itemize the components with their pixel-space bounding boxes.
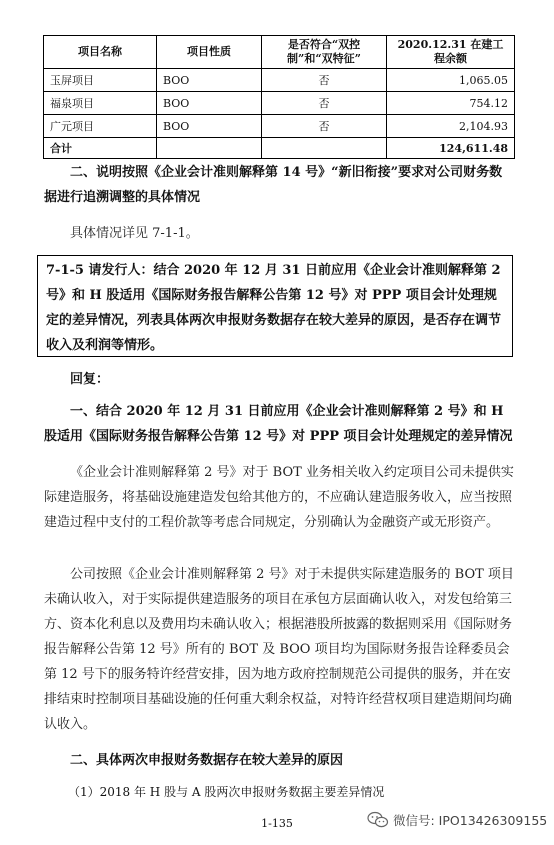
table-header-row (44, 36, 515, 69)
paragraph-1: 《企业会计准则解释第 2 号》对于 BOT 业务相关收入约定项目公司未提供实际建造服务，将基础设施建造发包给其他方的，不应确认建造服务收入，应当按照建造过程中支付的工程价款等考虑合同规定，分别确认为金融资产或无形资产。 (44, 465, 514, 530)
subheading-1: （1）2018 年 H 股与 A 股两次申报财务数据主要差异情况 (68, 785, 385, 799)
reply-label: 回复： (70, 372, 110, 387)
cell-comply: 否 (262, 92, 387, 115)
cell-name: 广元项目 (44, 115, 157, 138)
project-table (43, 35, 515, 159)
section2-body: 具体情况详见 7-1-1。 (70, 226, 199, 241)
table-row (44, 115, 515, 138)
section2-heading: 二、说明按照《企业会计准则解释第 14 号》“新旧衔接”要求对公司财务数据进行追溯调整的具体情况 (44, 165, 503, 205)
watermark (367, 811, 547, 829)
paragraph-2: 公司按照《企业会计准则解释第 2 号》对于未提供实际建造服务的 BOT 项目未确认收入，对于实际提供建造服务的项目在承包方层面确认收入，对发包给第三方、资本化利息以及费用均未确认收入；根据港股所披露的数据则采用《国际财务报告解释公告第 12 号》所有的 BOT 及 BOO 项目均为国际财务报告诠释委员会第 12 号下的服务特许经营安排，因为地方政府控制规范公司提供的服务，并在安排结束时控制项目基础设施的任何重大剩余权益，对特许经营权项目建造期间均确认收入。 (44, 567, 514, 732)
table-row (44, 92, 515, 115)
cell-comply: 否 (262, 115, 387, 138)
total-balance: 124,611.48 (387, 138, 515, 159)
col-header-balance: 2020.12.31 在建工程余额 (387, 36, 515, 69)
cell-balance: 2,104.93 (387, 115, 515, 138)
watermark-text: 微信号: IPO13426309155 (393, 813, 548, 828)
cell-nature: BOO (157, 69, 262, 92)
question-box: 7-1-5 请发行人：结合 2020 年 12 月 31 日前应用《企业会计准则解释第 2 号》和 H 股适用《国际财务报告解释公告第 12 号》对 PPP 项目会计处理规定的差异情况，列表具体两次申报财务数据存在较大差异的原因，是否存在调节收入及利润等情形。 (37, 255, 513, 357)
table-row (44, 69, 515, 92)
table-total-row (44, 138, 515, 159)
cell-nature: BOO (157, 92, 262, 115)
col-header-nature: 项目性质 (157, 36, 262, 69)
col-header-comply: 是否符合“双控制”和“双特征” (262, 36, 387, 69)
cell-balance: 1,065.05 (387, 69, 515, 92)
cell-balance: 754.12 (387, 92, 515, 115)
col-header-name: 项目名称 (44, 36, 157, 69)
wechat-icon (367, 811, 389, 829)
cell-name: 福泉项目 (44, 92, 157, 115)
section1-heading: 一、结合 2020 年 12 月 31 日前应用《企业会计准则解释第 2 号》和 H 股适用《国际财务报告解释公告第 12 号》对 PPP 项目会计处理规定的差异情况 (44, 404, 513, 444)
page-number: 1-135 (261, 817, 293, 830)
cell-name: 玉屏项目 (44, 69, 157, 92)
section2b-heading: 二、具体两次申报财务数据存在较大差异的原因 (70, 753, 344, 768)
cell-comply: 否 (262, 69, 387, 92)
total-label: 合计 (44, 138, 157, 159)
cell-nature: BOO (157, 115, 262, 138)
